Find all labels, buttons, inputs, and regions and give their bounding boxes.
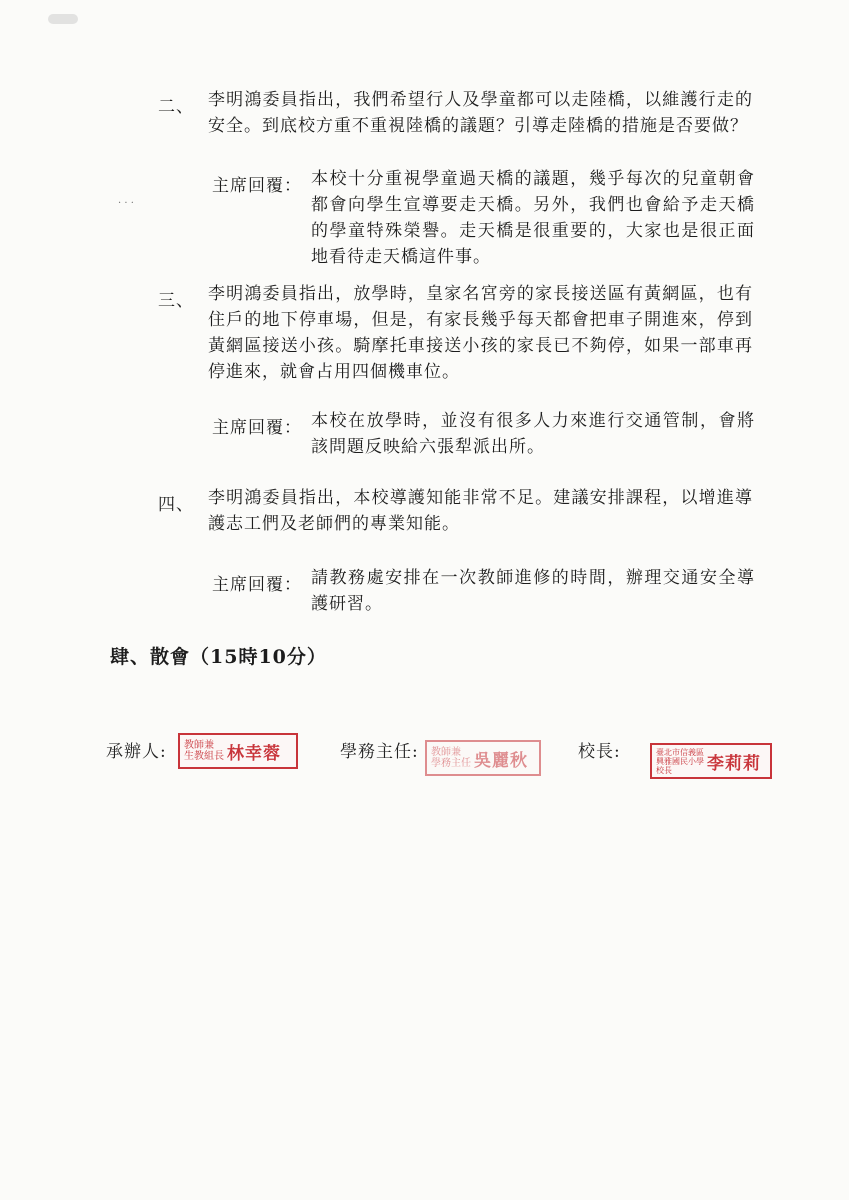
reply-text: 本校在放學時，並沒有很多人力來進行交通管制，會將該問題反映給六張犁派出所。 [311, 411, 755, 457]
handler-stamp [178, 733, 298, 769]
director-stamp-title: 教師兼 學務主任 [431, 747, 471, 769]
principal-stamp-name: 李莉莉 [707, 753, 761, 774]
principal-stamp [650, 743, 772, 779]
item-paragraph: 李明鴻委員指出，本校導護知能非常不足。建議安排課程，以增進導護志工們及老師們的專業知能。 [208, 488, 753, 534]
item-number: 四、 [158, 495, 194, 515]
reply-label: 主席回覆： [212, 176, 302, 196]
director-label: 學務主任: [340, 742, 419, 762]
handler-label: 承辦人: [106, 742, 167, 762]
reply-text: 請教務處安排在一次教師進修的時間，辦理交通安全導護研習。 [311, 568, 755, 614]
principal-stamp-title: 臺北市信義區 興雅國民小學 校長 [656, 747, 704, 775]
item-number: 三、 [158, 291, 194, 311]
director-stamp [425, 740, 541, 776]
handler-stamp-title: 教師兼 生教組長 [184, 740, 224, 762]
item-paragraph: 李明鴻委員指出，我們希望行人及學童都可以走陸橋，以維護行走的安全。到底校方重不重視陸橋的議題？引導走陸橋的措施是否要做？ [208, 90, 753, 136]
handler-stamp-name: 林幸蓉 [227, 743, 281, 764]
director-stamp-name: 吳麗秋 [474, 750, 528, 771]
reply-text: 本校十分重視學童過天橋的議題，幾乎每次的兒童朝會都會向學生宣導要走天橋。另外，我們也會給予走天橋的學童特殊榮譽。走天橋是很重要的，大家也是很正面地看待走天橋這件事。 [311, 169, 755, 267]
adjourn-heading: 肆、散會（15時10分） [110, 646, 327, 668]
scan-specks: · · · [118, 198, 134, 209]
principal-label: 校長: [578, 742, 621, 762]
item-number: 二、 [158, 97, 194, 117]
reply-label: 主席回覆： [212, 575, 302, 595]
item-paragraph: 李明鴻委員指出，放學時，皇家名宮旁的家長接送區有黃網區，也有住戶的地下停車場，但是，有家長幾乎每天都會把車子開進來，停到黃網區接送小孩。騎摩托車接送小孩的家長已不夠停，如果一部車再停進來，就會占用四個機車位。 [208, 284, 753, 382]
scan-smudge [48, 14, 78, 24]
reply-label: 主席回覆： [212, 418, 302, 438]
